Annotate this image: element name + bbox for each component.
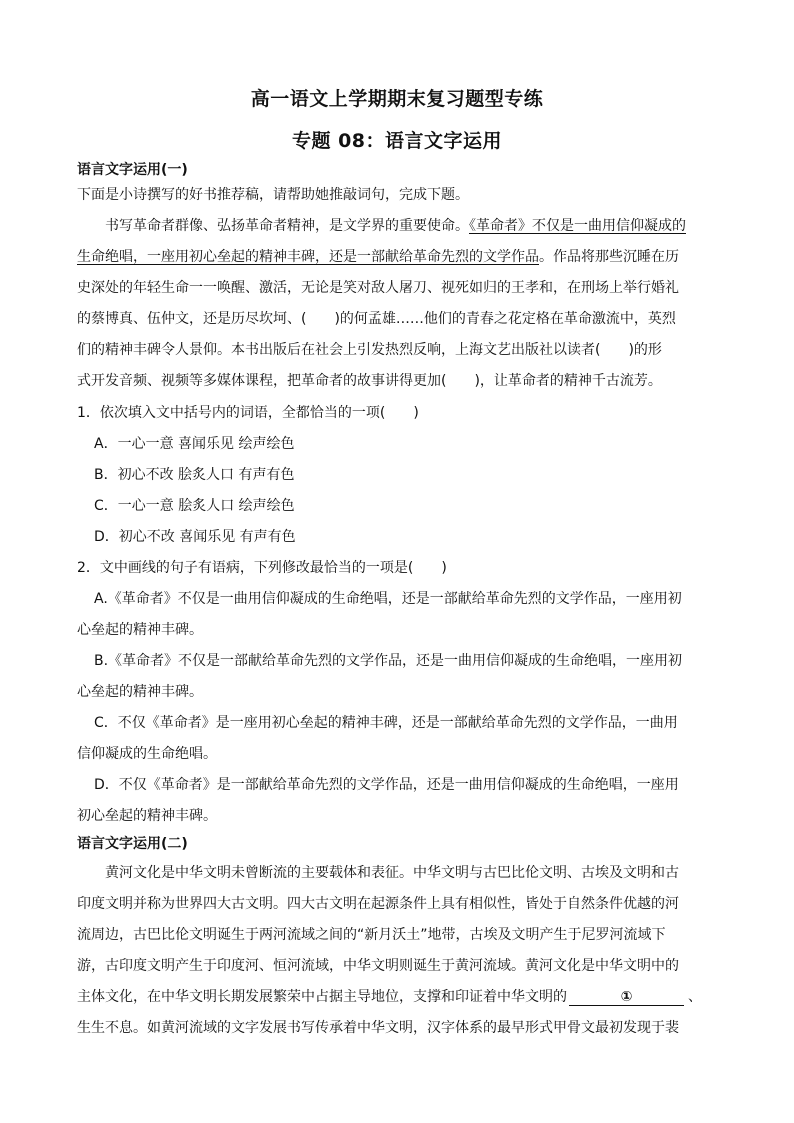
document-title: 高一语文上学期期末复习题型专练 (250, 88, 544, 110)
section-heading-1: 语言文字运用(一) (77, 162, 188, 178)
question-1: 1．依次填入文中括号内的词语，全都恰当的一项( ) (77, 405, 419, 421)
question-2-option-d: D．不仅《革命者》是一部献给革命先烈的文学作品，还是一曲用信仰凝成的生命绝唱，一座用 (94, 777, 679, 793)
passage-line (105, 216, 686, 236)
question-1-option-d: D．初心不改 喜闻乐见 有声有色 (94, 529, 296, 545)
passage-line: 游，古印度文明产生于印度河、恒河流域，中华文明则诞生于黄河流域。黄河文化是中华文明中的 (77, 958, 679, 974)
fill-in-blank-1: ① (569, 989, 684, 1006)
passage-line: 的蔡博真、伍仲文，还是历尽坎坷、( )的何孟雄……他们的青春之花定格在革命激流中，英烈 (77, 311, 676, 327)
passage-line: 史深处的年轻生命一一唤醒、激活，无论是笑对敌人屠刀、视死如归的王孝和，在刑场上举行婚礼 (77, 280, 679, 296)
passage-line: 们的精神丰碑令人景仰。本书出版后在社会上引发热烈反响，上海文艺出版社以读者( )的形 (77, 342, 662, 358)
passage-text: 书写革命者群像、弘扬革命者精神，是文学界的重要使命。 (105, 218, 469, 234)
underlined-sentence: 《革命者》不仅是一曲用信仰凝成的 (469, 218, 686, 234)
passage-line: 式开发音频、视频等多媒体课程，把革命者的故事讲得更加( )，让革命者的精神千古流芳。 (77, 373, 662, 389)
underlined-sentence: 生命绝唱，一座用初心垒起的精神丰碑，还是一部献给革命先烈的文学作品 (77, 249, 539, 265)
section-heading-2: 语言文字运用(二) (77, 836, 188, 852)
question-2-option-a-cont: 心垒起的精神丰碑。 (77, 622, 203, 638)
passage-line: 生生不息。如黄河流域的文字发展书写传承着中华文明，汉字体系的最早形式甲骨文最初发现于裴 (77, 1020, 679, 1036)
passage-line: 黄河文化是中华文明未曾断流的主要载体和表征。中华文明与古巴比伦文明、古埃及文明和古 (105, 865, 679, 881)
section-intro: 下面是小诗撰写的好书推荐稿，请帮助她推敲词句，完成下题。 (77, 187, 469, 203)
passage-text: 。作品将那些沉睡在历 (539, 249, 679, 265)
question-2-option-b-cont: 心垒起的精神丰碑。 (77, 684, 203, 700)
passage-line (77, 987, 702, 1007)
question-2-option-c-cont: 信仰凝成的生命绝唱。 (77, 746, 217, 762)
question-2-option-c: C．不仅《革命者》是一座用初心垒起的精神丰碑，还是一部献给革命先烈的文学作品，一曲用 (94, 715, 678, 731)
question-1-option-b: B．初心不改 脍炙人口 有声有色 (94, 467, 295, 483)
passage-line: 流周边，古巴比伦文明诞生于两河流域之间的“新月沃土”地带，古埃及文明产生于尼罗河流域下 (77, 927, 666, 943)
document-subtitle: 专题 08：语言文字运用 (291, 130, 503, 152)
passage-line (77, 247, 679, 267)
question-2-option-b: B.《革命者》不仅是一部献给革命先烈的文学作品，还是一曲用信仰凝成的生命绝唱，一座用初 (94, 653, 683, 669)
question-2-option-a: A.《革命者》不仅是一曲用信仰凝成的生命绝唱，还是一部献给革命先烈的文学作品，一座用初 (94, 591, 682, 607)
passage-text: 主体文化，在中华文明长期发展繁荣中占据主导地位，支撑和印证着中华文明的 (77, 989, 567, 1005)
passage-line: 印度文明并称为世界四大古文明。四大古文明在起源条件上具有相似性，皆处于自然条件优越的河 (77, 896, 679, 912)
question-2: 2．文中画线的句子有语病，下列修改最恰当的一项是( ) (77, 560, 447, 576)
question-1-option-a: A．一心一意 喜闻乐见 绘声绘色 (94, 436, 295, 452)
passage-text: 、 (688, 989, 702, 1005)
question-2-option-d-cont: 初心垒起的精神丰碑。 (77, 808, 217, 824)
question-1-option-c: C．一心一意 脍炙人口 绘声绘色 (94, 498, 295, 514)
